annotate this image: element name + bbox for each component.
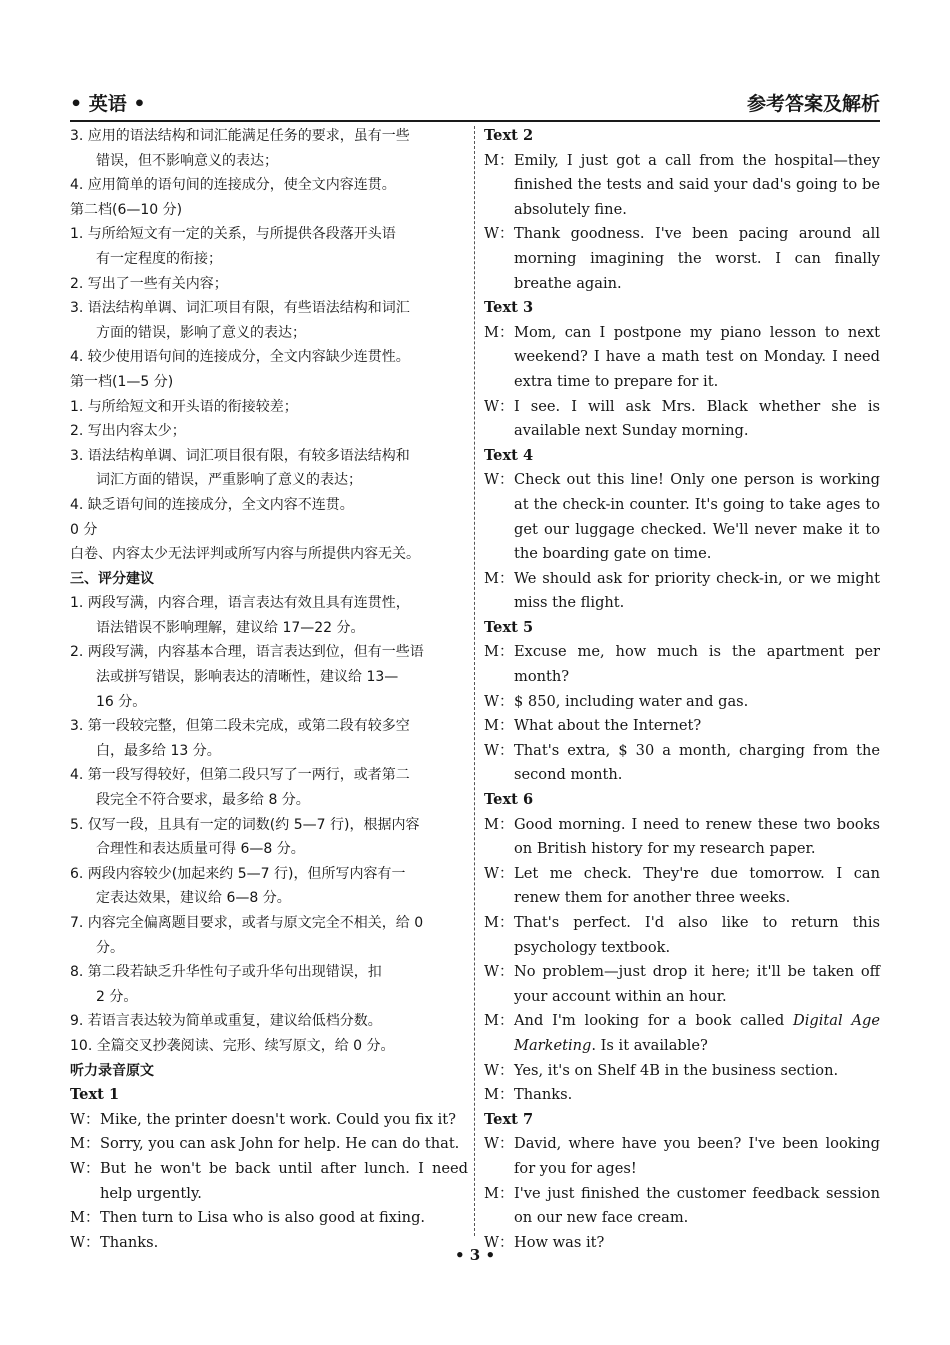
speaker-label: W： (484, 471, 514, 489)
speaker-label: M： (484, 643, 514, 661)
criteria-line: 6. 两段内容较少(加起来约 5—7 行)，但所写内容有一 (70, 865, 406, 882)
utterance-text: What about the Internet? (514, 717, 702, 735)
criteria-line: 3. 语法结构单调、词汇项目很有限，有较多语法结构和 (70, 447, 410, 464)
dialogue-line (70, 1108, 468, 1133)
utterance (514, 149, 880, 223)
speaker-label: M： (70, 1209, 100, 1227)
criteria-line: 0 分 (70, 521, 98, 538)
utterance (514, 395, 880, 444)
utterance (514, 739, 880, 788)
criteria-line: 3. 语法结构单调、词汇项目有限，有些语法结构和词汇 (70, 300, 410, 317)
utterance (514, 222, 880, 296)
dialogue-line (484, 149, 880, 223)
utterance (514, 862, 880, 911)
criteria-line: 2. 写出内容太少； (70, 423, 186, 440)
criteria-line: 4. 第一段写得较好，但第二段只写了一两行，或者第二 (70, 767, 410, 784)
criteria-line: 白卷、内容太少无法评判或所写内容与所提供内容无关。 (70, 546, 420, 563)
utterance (514, 1132, 880, 1181)
text-title: Text 3 (484, 299, 534, 317)
dialogue-line (484, 714, 880, 739)
transcript-text-7 (484, 1108, 880, 1256)
speaker-label: W： (70, 1159, 100, 1177)
speaker-label: M： (484, 323, 514, 341)
utterance (514, 714, 880, 739)
utterance (100, 1108, 468, 1133)
criteria-line: 1. 两段写满，内容合理，语言表达有效且具有连贯性， (70, 595, 410, 612)
utterance (100, 1206, 468, 1231)
criteria-line: 3. 应用的语法结构和词汇能满足任务的要求，虽有一些 (70, 128, 410, 144)
speaker-label: W： (484, 963, 514, 981)
text-title: Text 1 (70, 1086, 120, 1104)
utterance (514, 1009, 880, 1058)
text-title: Text 5 (484, 618, 534, 636)
criteria-line: 7. 内容完全偏离题目要求，或者与原文完全不相关，给 0 (70, 915, 424, 931)
utterance-text: That's perfect. I'd also like to return this psychology textbook. (514, 914, 880, 956)
speaker-label: M： (484, 815, 514, 833)
page-number: • 3 • (454, 1246, 496, 1264)
dialogue-line (484, 640, 880, 689)
criteria-line: 8. 第二段若缺乏升华性句子或升华句出现错误，扣 (70, 964, 382, 981)
speaker-label: W： (484, 1135, 514, 1153)
speaker-label: M： (484, 717, 514, 735)
utterance (100, 1157, 468, 1206)
speaker-label: W： (484, 225, 514, 243)
speaker-label: W： (484, 1233, 514, 1251)
utterance (514, 911, 880, 960)
dialogue-line (484, 222, 880, 296)
criteria-line: 2. 写出了一些有关内容； (70, 275, 228, 292)
criteria-line: 2. 两段写满，内容基本合理，语言表达到位，但有一些语 (70, 644, 424, 661)
book-title: Digital Age Marketing (514, 1012, 880, 1054)
criteria-line: 4. 应用简单的语句间的连接成分，使全文内容连贯。 (70, 177, 396, 194)
utterance-text: Emily, I just got a call from the hospital—they finished the tests and said your dad's going to be absolutely fine. (514, 151, 880, 218)
criteria-line: 词汇方面的错误，严重影响了意义的表达； (96, 472, 362, 489)
criteria-line: 第二档(6—10 分) (70, 201, 183, 218)
criteria-line: 合理性和表达质量可得 6—8 分。 (96, 841, 305, 858)
utterance (100, 1132, 468, 1157)
dialogue-line (484, 739, 880, 788)
dialogue-line (484, 321, 880, 395)
utterance-text: $ 850, including water and gas. (514, 692, 749, 710)
dialogue-line (484, 1182, 880, 1231)
dialogue-line (70, 1157, 468, 1206)
speaker-label: W： (484, 741, 514, 759)
utterance-text: Yes, it's on Shelf 4B in the business section. (514, 1061, 839, 1079)
criteria-line: 1. 与所给短文和开头语的衔接较差； (70, 398, 298, 415)
utterance (514, 813, 880, 862)
criteria-line: 1. 与所给短文有一定的关系，与所提供各段落开头语 (70, 226, 396, 243)
speaker-label: W： (484, 864, 514, 882)
dialogue-line (484, 862, 880, 911)
transcript-text-5 (484, 616, 880, 788)
transcript-text-2 (484, 124, 880, 296)
utterance (514, 567, 880, 616)
utterance (514, 468, 880, 566)
utterance-text: That's extra, $ 30 a month, charging from the second month. (514, 741, 880, 784)
utterance-text: Thanks. (514, 1086, 573, 1104)
utterance-text: Mike, the printer doesn't work. Could you fix it? (100, 1110, 456, 1128)
dialogue-line (484, 395, 880, 444)
text-title: Text 7 (484, 1110, 534, 1128)
utterance-text: Thanks. (100, 1233, 159, 1251)
utterance (514, 1182, 880, 1231)
criteria-line: 白，最多给 13 分。 (96, 742, 221, 759)
speaker-label: W： (70, 1233, 100, 1251)
dialogue-line (484, 813, 880, 862)
utterance (514, 960, 880, 1009)
page-header (70, 86, 880, 122)
criteria-line: 9. 若语言表达较为简单或重复，建议给低档分数。 (70, 1013, 382, 1030)
dialogue-line (484, 911, 880, 960)
criteria-line: 2 分。 (96, 988, 138, 1005)
transcript-text-3 (484, 296, 880, 444)
speaker-label: M： (484, 914, 514, 931)
utterance (514, 640, 880, 689)
utterance-text: And I'm looking for a book called (514, 1012, 794, 1030)
dialogue-line (484, 1009, 880, 1058)
utterance (514, 321, 880, 395)
speaker-label: M： (484, 1012, 514, 1030)
speaker-label: W： (484, 1061, 514, 1079)
speaker-label: W： (70, 1110, 100, 1128)
left-column (70, 124, 468, 1255)
speaker-label: M： (70, 1135, 100, 1153)
criteria-line: 段完全不符合要求，最多给 8 分。 (96, 792, 310, 809)
dialogue-line (484, 960, 880, 1009)
utterance (514, 1083, 880, 1108)
speaker-label: M： (484, 1086, 514, 1104)
criteria-line: 3. 第一段较完整，但第二段未完成，或第二段有较多空 (70, 718, 410, 735)
dialogue-line (70, 1206, 468, 1231)
scoring-criteria (70, 124, 468, 1083)
utterance-text: I've just finished the customer feedback session on our new face cream. (514, 1184, 880, 1227)
criteria-line: 4. 较少使用语句间的连接成分，全文内容缺少连贯性。 (70, 349, 410, 366)
section-heading: 听力录音原文 (70, 1062, 154, 1079)
utterance-text: Then turn to Lisa who is also good at fixing. (100, 1209, 426, 1227)
dialogue-line (484, 567, 880, 616)
transcript-text-6 (484, 788, 880, 1108)
utterance-text: Mom, can I postpone my piano lesson to next weekend? I have a math test on Monday. I need extra time to prepare for it. (514, 323, 880, 390)
utterance-text: We should ask for priority check-in, or we might miss the flight. (514, 569, 880, 612)
utterance-text: How was it? (514, 1233, 605, 1251)
header-subject: • 英语 • (70, 93, 146, 115)
criteria-line: 10. 全篇交叉抄袭阅读、完形、续写原文，给 0 分。 (70, 1037, 395, 1054)
text-title: Text 4 (484, 446, 534, 464)
speaker-label: W： (484, 397, 514, 415)
utterance (514, 1059, 880, 1084)
right-column (484, 124, 880, 1255)
dialogue-line (484, 1059, 880, 1084)
dialogue-line (484, 1132, 880, 1181)
text-title: Text 6 (484, 791, 534, 809)
transcript-text-4 (484, 444, 880, 616)
utterance-text: . Is it available? (591, 1036, 708, 1054)
transcript-text-1 (70, 1083, 468, 1255)
dialogue-line (70, 1132, 468, 1157)
utterance (514, 690, 880, 715)
speaker-label: M： (484, 1184, 514, 1202)
criteria-line: 语法错误不影响理解，建议给 17—22 分。 (96, 619, 365, 636)
utterance-text: Excuse me, how much is the apartment per month? (514, 643, 880, 686)
speaker-label: M： (484, 569, 514, 587)
criteria-line: 法或拼写错误，影响表达的清晰性，建议给 13— (96, 669, 399, 686)
text-title: Text 2 (484, 127, 534, 144)
criteria-line: 定表达效果，建议给 6—8 分。 (96, 890, 291, 907)
speaker-label: M： (484, 151, 514, 169)
criteria-line: 16 分。 (96, 693, 147, 710)
criteria-line: 分。 (96, 939, 124, 956)
utterance-text: Sorry, you can ask John for help. He can do that. (100, 1135, 460, 1153)
criteria-line: 4. 缺乏语句间的连接成分，全文内容不连贯。 (70, 496, 354, 513)
dialogue-line (484, 468, 880, 566)
utterance-text: Let me check. They're due tomorrow. I can renew them for another three weeks. (514, 864, 880, 907)
utterance-text: I see. I will ask Mrs. Black whether she is available next Sunday morning. (514, 397, 880, 440)
dialogue-line (484, 690, 880, 715)
utterance-text: Check out this line! Only one person is working at the check-in counter. It's going to take ages to get our luggage checked. We'll never make it to the boarding gate on time. (514, 471, 880, 563)
header-section-title: 参考答案及解析 (746, 93, 880, 115)
utterance-text: Good morning. I need to renew these two books on British history for my research paper. (514, 815, 880, 858)
utterance-text: Thank goodness. I've been pacing around all morning imagining the worst. I can finally breathe again. (514, 225, 880, 292)
utterance-text: David, where have you been? I've been looking for you for ages! (514, 1135, 880, 1177)
speaker-label: W： (484, 692, 514, 710)
criteria-line: 有一定程度的衔接； (96, 250, 222, 267)
section-heading: 三、评分建议 (70, 570, 154, 587)
criteria-line: 第一档(1—5 分) (70, 373, 174, 390)
criteria-line: 5. 仅写一段，且具有一定的词数(约 5—7 行)，根据内容 (70, 816, 420, 833)
criteria-line: 方面的错误，影响了意义的表达； (96, 324, 306, 341)
criteria-line: 错误，但不影响意义的表达； (96, 152, 278, 169)
utterance-text: No problem—just drop it here; it'll be taken off your account within an hour. (514, 963, 880, 1005)
column-divider (474, 126, 475, 1236)
utterance-text: But he won't be back until after lunch. I need help urgently. (100, 1159, 468, 1202)
dialogue-line (484, 1083, 880, 1108)
